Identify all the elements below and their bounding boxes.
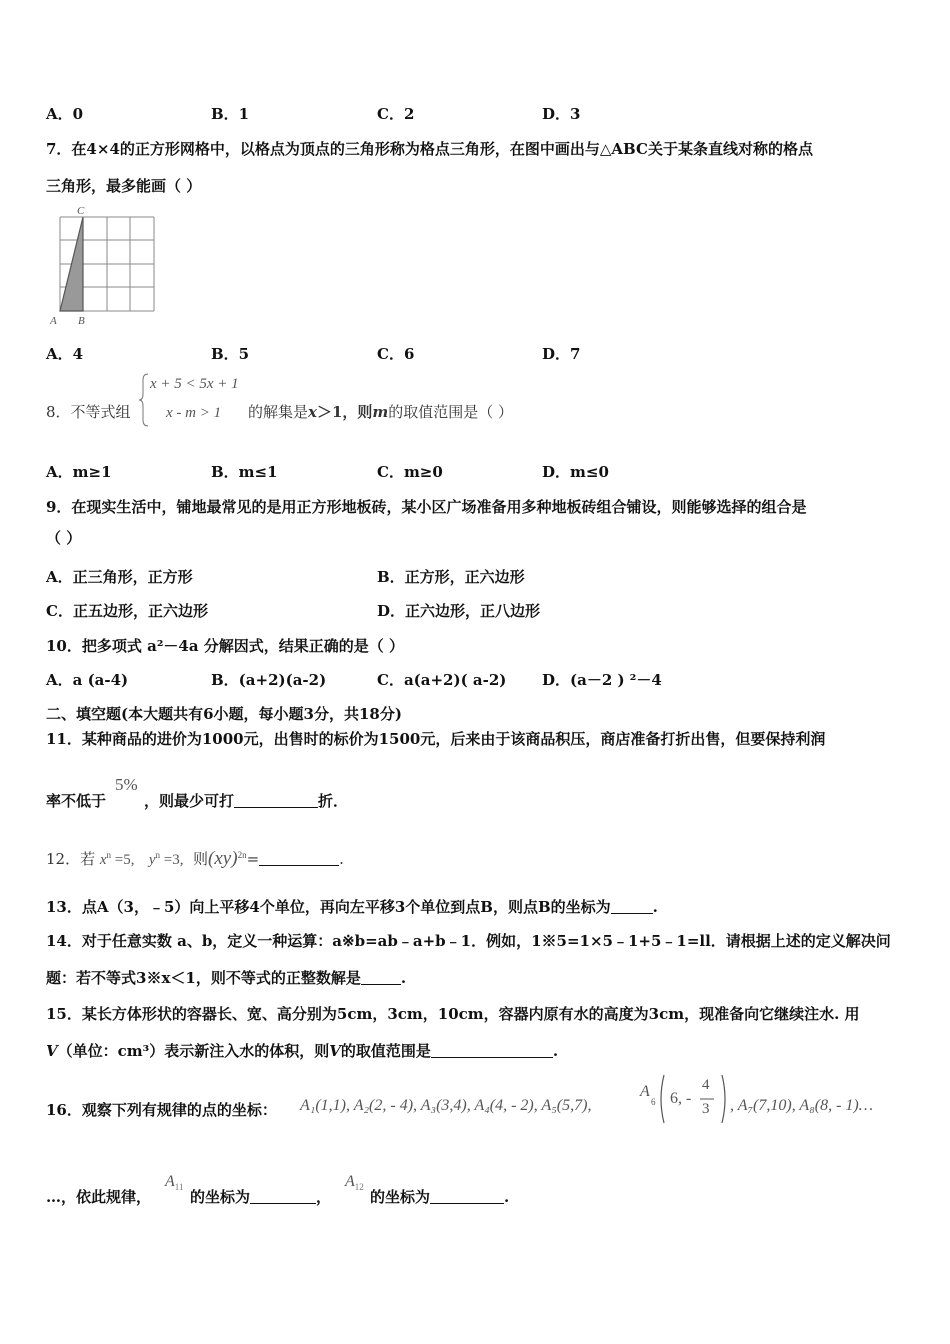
q8-suffix-m: m [372, 403, 389, 421]
q13-answer-blank[interactable] [611, 899, 653, 914]
q15-text-mid: （单位：cm³）表示新注入水的体积，则 [57, 1042, 330, 1060]
q15-v2: V [329, 1042, 341, 1060]
q16-a6-den: 3 [702, 1101, 710, 1117]
q16-a6-point [638, 1073, 730, 1125]
q12-xy: (xy) [208, 848, 238, 869]
q8-inequality-2: x - m > 1 [166, 405, 222, 421]
q16-a6-num: 4 [702, 1077, 710, 1093]
label-a: A [50, 315, 57, 327]
q12-eq3: = [246, 850, 260, 868]
q16-a6-sub: 6 [651, 1097, 656, 1107]
q8-prefix: 8．不等式组 [46, 403, 131, 421]
q16-a12-label: A [345, 1173, 355, 1190]
q14-text-line2: 题：若不等式3※x＜1，则不等式的正整数解是 [46, 969, 361, 987]
section2-title: 二、填空题(本大题共有6小题，每小题3分，共18分) [46, 705, 402, 723]
q16-a12-answer-blank[interactable] [430, 1189, 504, 1204]
q14-answer-blank[interactable] [361, 970, 401, 985]
q16-a12 [345, 1173, 364, 1192]
q16-a6-x: 6, - [670, 1090, 692, 1107]
q9-option-b: B．正方形，正六边形 [377, 568, 525, 586]
q16-line2-pre: …，依此规律， [46, 1188, 152, 1206]
q11-percent: 5% [115, 775, 138, 794]
q7-text-line2: 三角形，最多能画（ ） [46, 177, 202, 195]
q7-text-line1: 7．在4×4的正方形网格中，以格点为顶点的三角形称为格点三角形，在图中画出与△ABC关于某条直线对称的格点 [46, 140, 813, 158]
q12-mid: 则 [193, 850, 209, 868]
q16-points-b: , A₇(7,10), A₈(8, - 1)… [730, 1097, 873, 1114]
q11-text-post: ，则最少可打 [144, 792, 235, 810]
q16-line2-end: 的坐标为 [370, 1188, 431, 1206]
q7-option-a: A．4 [46, 345, 84, 363]
q11-text-line2 [46, 790, 348, 811]
q8-option-a: A．m≥1 [46, 463, 112, 481]
q12-eq1: =5, [111, 852, 135, 868]
q13-line: 13．点A（3，﹣5）向上平移4个单位，再向左平移3个单位到点B，则点B的坐标为 . [46, 898, 658, 916]
q9-option-d: D．正六边形，正八边形 [377, 602, 541, 620]
q16-line2-end-wrap: 的坐标为 . [370, 1188, 510, 1206]
q10-option-c: C．a(a+2)( a-2) [377, 671, 507, 689]
q6-option-a: A．0 [46, 105, 84, 123]
q16-a11-sub: 11 [174, 1182, 184, 1193]
q7-option-d: D．7 [542, 345, 581, 363]
q14-text-line1: 14．对于任意实数 a、b，定义一种运算：a※b=ab﹣a+b﹣1．例如，1※5=1×5﹣1+5﹣1=ll．请根据上述的定义解决问 [46, 932, 891, 950]
q15-text-line1: 15．某长方体形状的容器长、宽、高分别为5cm，3cm，10cm，容器内原有水的高度为3cm，现准备向它继续注水. 用 [46, 1005, 860, 1023]
q8-suffix-x: x [308, 403, 317, 421]
q16-a11-label: A [165, 1173, 175, 1190]
q8-option-c: C．m≥0 [377, 463, 443, 481]
q9-option-a: A．正三角形，正方形 [46, 568, 193, 586]
q12-y: y [148, 852, 156, 868]
q16-points-a: A₁(1,1), A₂(2, - 4), A₃(3,4), A₄(4, - 2), A₅(5,7), [300, 1097, 592, 1114]
q16-a11-answer-blank[interactable] [250, 1189, 316, 1204]
q10-option-b: B．(a+2)(a-2) [211, 671, 327, 689]
q15-text-end: 的取值范围是 [340, 1042, 431, 1060]
q12-y-exp: n [155, 850, 160, 860]
q8-brace [138, 372, 150, 428]
q13-text: 13．点A（3，﹣5）向上平移4个单位，再向左平移3个单位到点B，则点B的坐标为 [46, 898, 611, 916]
q14-line2: 题：若不等式3※x＜1，则不等式的正整数解是 . [46, 969, 407, 987]
q12-line: 12．若 $x^n =5$, $y^n =3$, 则(xy)$^{2n}$= . [46, 848, 344, 869]
q8-suffix [248, 401, 513, 422]
q8-suffix-post: 的取值范围是（ ） [388, 403, 514, 421]
q16-a6-parens [658, 1073, 728, 1125]
q12-prefix: 12．若 [46, 850, 96, 868]
q9-text-line2: （ ） [46, 529, 82, 547]
q6-option-c: C．2 [377, 105, 415, 123]
q12-xy-exp: 2n [237, 850, 247, 860]
label-b: B [78, 315, 85, 327]
q11-text-pre: 率不低于 [46, 792, 107, 810]
q10-option-d: D．(a－2 ) ²－4 [542, 671, 662, 689]
q16-a6-label: A [640, 1083, 650, 1100]
q15-line2: V（单位：cm³）表示新注入水的体积，则V的取值范围是 . [46, 1042, 559, 1060]
q16-line2-mid-wrap: 的坐标为 ， [190, 1188, 332, 1206]
q7-grid-figure [46, 203, 160, 327]
q8-suffix-pre: 的解集是 [248, 403, 309, 421]
q8-option-d: D．m≤0 [542, 463, 609, 481]
q6-option-b: B．1 [211, 105, 250, 123]
q16-prefix: 16．观察下列有规律的点的坐标： [46, 1101, 277, 1119]
q9-text-line1: 9．在现实生活中，铺地最常见的是用正方形地板砖，某小区广场准备用多种地板砖组合铺设，则能够选择的组合是 [46, 498, 807, 516]
q16-line2 [46, 1186, 151, 1207]
q7-option-c: C．6 [377, 345, 415, 363]
q11-answer-blank[interactable] [234, 793, 318, 808]
label-c: C [77, 205, 85, 217]
q10-option-a: A．a (a-4) [46, 671, 129, 689]
q12-eq2: =3, [160, 852, 184, 868]
q16-a12-sub: 12 [354, 1182, 364, 1193]
q11-text-line1: 11．某种商品的进价为1000元，出售时的标价为1500元，后来由于该商品积压，商店准备打折出售，但要保持利润 [46, 730, 826, 748]
q6-option-d: D．3 [542, 105, 581, 123]
q15-v1: V [46, 1042, 58, 1060]
q16-a11 [165, 1173, 183, 1192]
q12-answer-blank[interactable] [259, 851, 339, 866]
q8-inequality-1: x + 5 < 5x + 1 [150, 376, 239, 392]
q8-suffix-mid: ＞1，则 [316, 403, 373, 421]
q7-option-b: B．5 [211, 345, 250, 363]
q10-text: 10．把多项式 a²－4a 分解因式，结果正确的是（ ） [46, 637, 404, 655]
q12-x: x [99, 852, 107, 868]
q11-text-end: 折． [318, 792, 349, 810]
q12-x-exp: n [106, 850, 112, 860]
q9-option-c: C．正五边形，正六边形 [46, 602, 208, 620]
q16-line2-mid: 的坐标为 [190, 1188, 251, 1206]
q8-option-b: B．m≤1 [211, 463, 278, 481]
q15-answer-blank[interactable] [431, 1043, 553, 1058]
